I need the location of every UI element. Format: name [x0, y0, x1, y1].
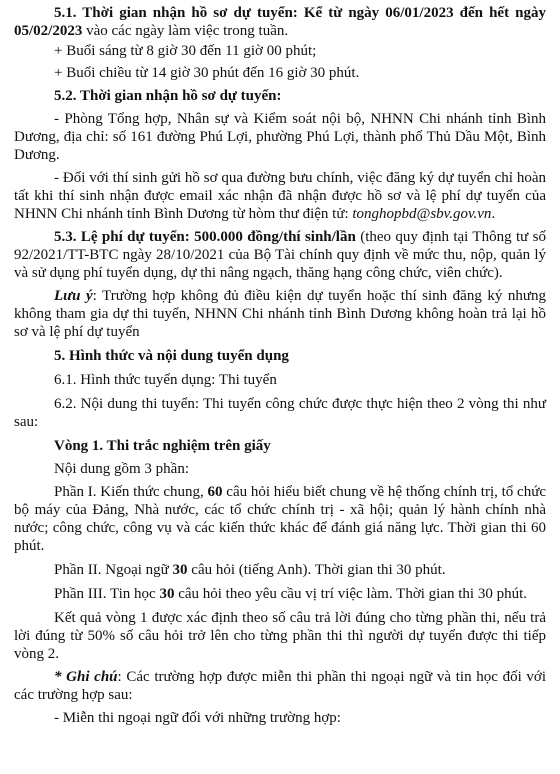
section-5-1-text: vào các ngày làm việc trong tuần.	[82, 23, 289, 39]
exemption-note-text: : Các trường hợp được miễn thi phần thi ngoại ngữ và tin học đối với các trường hợp sau:	[14, 669, 546, 703]
round-1-intro: Nội dung gồm 3 phần:	[54, 461, 189, 477]
part-3-text: câu hỏi theo yêu cầu vị trí việc làm. Thời gian thi 30 phút.	[174, 586, 528, 602]
note-paragraph	[14, 287, 546, 341]
exemption-note	[14, 668, 546, 704]
round-1-result: Kết quả vòng 1 được xác định theo số câu trả lời đúng cho từng phần thi, nếu trả lời đúng từ 50% số câu hỏi trở lên cho từng phần thi thì người dự tuyển được thi tiếp vòng 2.	[14, 610, 546, 662]
round-1-heading: Vòng 1. Thi trắc nghiệm trên giấy	[54, 438, 271, 454]
section-5-3-paragraph	[14, 228, 546, 282]
afternoon-hours: + Buổi chiều từ 14 giờ 30 phút đến 16 giờ 30 phút.	[54, 65, 360, 81]
section-5-3-label: 5.3. Lệ phí dự tuyển: 500.000 đồng/thí sinh/lần	[54, 229, 356, 245]
exemption-note-label: * Ghi chú	[54, 669, 118, 685]
section-5-1-paragraph	[14, 0, 546, 40]
submission-address: - Phòng Tổng hợp, Nhân sự và Kiểm soát nội bộ, NHNN Chi nhánh tỉnh Bình Dương, địa chỉ: số 161 đường Phú Lợi, phường Phú Lợi, thành phố Thủ Dầu Một, Bình Dương.	[14, 111, 546, 163]
part-1-count: 60	[207, 484, 223, 500]
recruitment-form: 6.1. Hình thức tuyển dụng: Thi tuyển	[54, 372, 277, 388]
morning-hours: + Buổi sáng từ 8 giờ 30 đến 11 giờ 00 phút;	[54, 43, 317, 59]
part-1-paragraph	[14, 483, 546, 555]
section-5-heading: 5. Hình thức và nội dung tuyển dụng	[54, 348, 289, 364]
language-exemption-item: - Miễn thi ngoại ngữ đối với những trường hợp:	[54, 710, 341, 726]
postal-submission-text: - Đối với thí sinh gửi hồ sơ qua đường bưu chính, việc đăng ký dự tuyển chỉ hoàn tất khi thí sinh nhận được email xác nhận đã nhận được hồ sơ và lệ phí dự tuyển của NHNN Chi nhánh tỉnh Bình Dương từ hòm thư điện tử:	[14, 170, 546, 222]
section-5-2-heading: 5.2. Thời gian nhận hồ sơ dự tuyển:	[54, 88, 282, 104]
part-2-paragraph	[14, 561, 546, 579]
part-3-count: 30	[159, 586, 175, 602]
section-5-1-label: 5.1. Thời gian nhận hồ sơ dự tuyển: Kể từ ngày 06/01/2023 đến hết ngày 05/02/2023	[14, 5, 546, 39]
postal-submission	[14, 169, 546, 223]
part-2-prefix: Phần II. Ngoại ngữ	[54, 562, 173, 578]
note-label: Lưu ý	[54, 288, 93, 304]
exam-content: 6.2. Nội dung thi tuyển: Thi tuyển công chức được thực hiện theo 2 vòng thi như sau:	[14, 396, 546, 430]
part-1-prefix: Phần I. Kiến thức chung,	[54, 484, 208, 500]
section-5-3-text: (theo quy định tại Thông tư số 92/2021/TT-BTC ngày 28/10/2021 của Bộ Tài chính quy định về mức thu, nộp, quản lý và sử dụng phí tuyển dụng, dự thi nâng ngạch, thăng hạng công chức, viên chức).	[14, 229, 546, 281]
part-2-count: 30	[172, 562, 188, 578]
note-colon: :	[92, 288, 103, 304]
part-1-text: câu hỏi hiểu biết chung về hệ thống chính trị, tổ chức bộ máy của Đảng, Nhà nước, các tổ chức chính trị - xã hội; quản lý hành chính nhà nước; công chức, công vụ và các kiến thức khác để đánh giá năng lực. Thời gian thi 60 phút.	[14, 484, 547, 554]
part-3-prefix: Phần III. Tin học	[54, 586, 160, 602]
contact-email: tonghopbd@sbv.gov.vn	[352, 206, 492, 222]
note-text: Trường hợp không đủ điều kiện dự tuyển hoặc thí sinh đăng ký nhưng không tham gia dự thi tuyển, NHNN Chi nhánh tỉnh Bình Dương không hoàn trả lại hồ sơ và lệ phí dự tuyển	[14, 288, 546, 340]
postal-period: .	[491, 206, 496, 222]
part-3-paragraph	[14, 585, 546, 603]
part-2-text: câu hỏi (tiếng Anh). Thời gian thi 30 phút.	[187, 562, 446, 578]
